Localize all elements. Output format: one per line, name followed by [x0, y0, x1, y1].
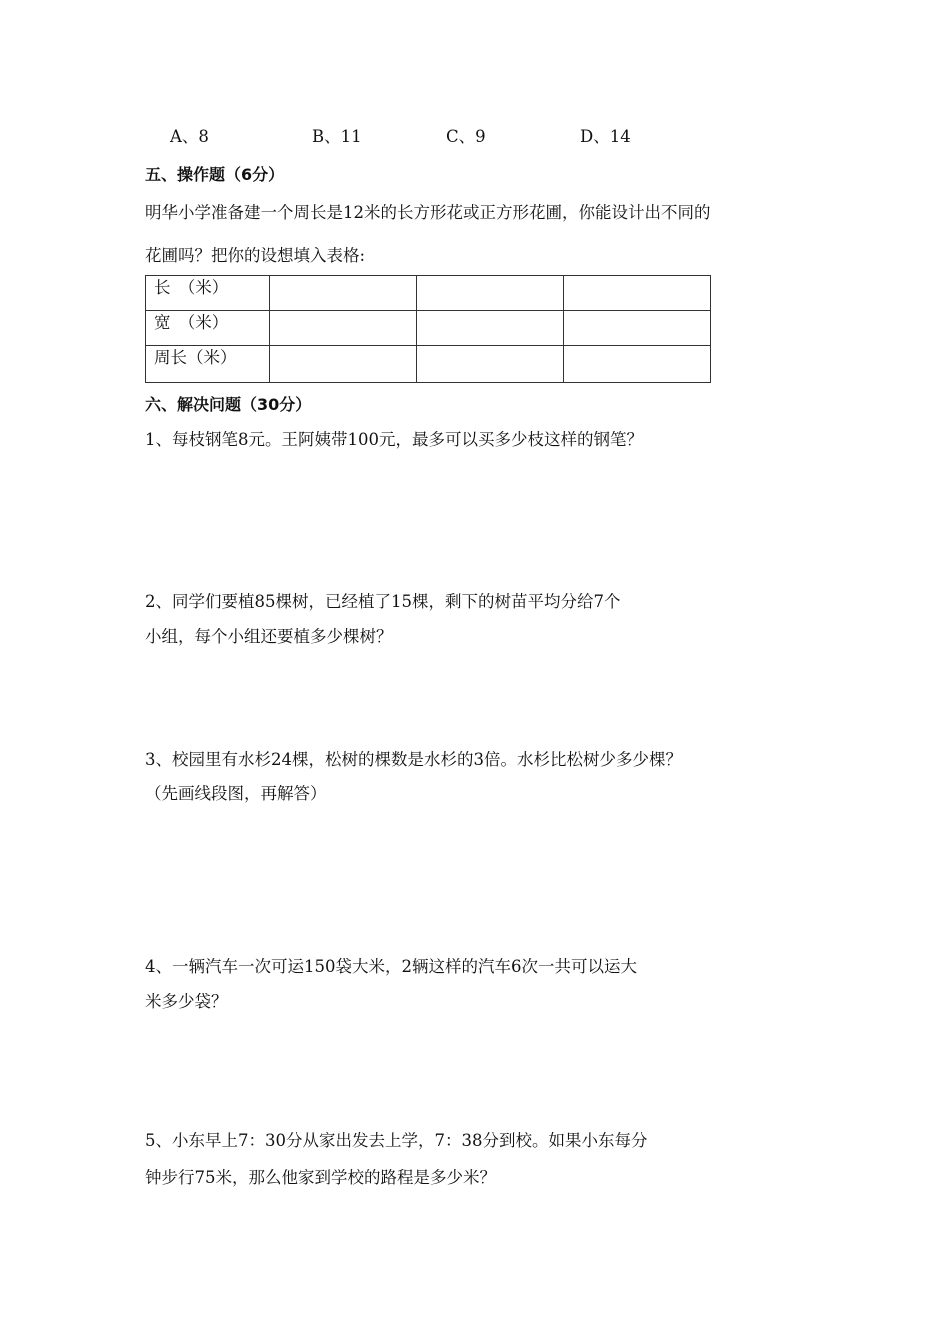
section5-text: 花圃吗？把你的设想填入表格: — [145, 246, 366, 265]
answer-cell[interactable] — [417, 276, 564, 311]
row-label-perimeter: 周长（米） — [146, 346, 270, 383]
answer-cell[interactable] — [564, 346, 711, 383]
section6-heading: 六、解决问题（30分） — [145, 395, 312, 414]
question-4: 米多少袋？ — [145, 992, 228, 1011]
answer-cell[interactable] — [270, 346, 417, 383]
row-label-length: 长 （米） — [146, 276, 270, 311]
garden-design-table — [145, 275, 711, 383]
answer-cell[interactable] — [417, 346, 564, 383]
table-row — [146, 346, 711, 383]
answer-cell[interactable] — [564, 311, 711, 346]
answer-cell[interactable] — [417, 311, 564, 346]
section5-text: 明华小学准备建一个周长是12米的长方形花或正方形花圃，你能设计出不同的 — [145, 203, 711, 222]
question-2: 小组，每个小组还要植多少棵树？ — [145, 627, 393, 646]
option-c: C、9 — [446, 127, 486, 146]
option-a: A、8 — [170, 127, 209, 146]
answer-cell[interactable] — [270, 276, 417, 311]
option-d: D、14 — [580, 127, 631, 146]
section5-heading: 五、操作题（6分） — [145, 165, 285, 184]
question-5: 5、小东早上7：30分从家出发去上学，7：38分到校。如果小东每分 — [145, 1131, 648, 1150]
answer-cell[interactable] — [564, 276, 711, 311]
option-b: B、11 — [312, 127, 362, 146]
table-row — [146, 311, 711, 346]
question-3: （先画线段图，再解答） — [145, 784, 327, 803]
row-label-width: 宽 （米） — [146, 311, 270, 346]
question-5: 钟步行75米，那么他家到学校的路程是多少米？ — [145, 1168, 496, 1187]
question-2: 2、同学们要植85棵树，已经植了15棵，剩下的树苗平均分给7个 — [145, 592, 621, 611]
question-3: 3、校园里有水杉24棵，松树的棵数是水杉的3倍。水杉比松树少多少棵？ — [145, 750, 682, 769]
table-row — [146, 276, 711, 311]
question-1: 1、每枝钢笔8元。王阿姨带100元，最多可以买多少枝这样的钢笔？ — [145, 430, 643, 449]
question-4: 4、一辆汽车一次可运150袋大米，2辆这样的汽车6次一共可以运大 — [145, 957, 637, 976]
answer-cell[interactable] — [270, 311, 417, 346]
